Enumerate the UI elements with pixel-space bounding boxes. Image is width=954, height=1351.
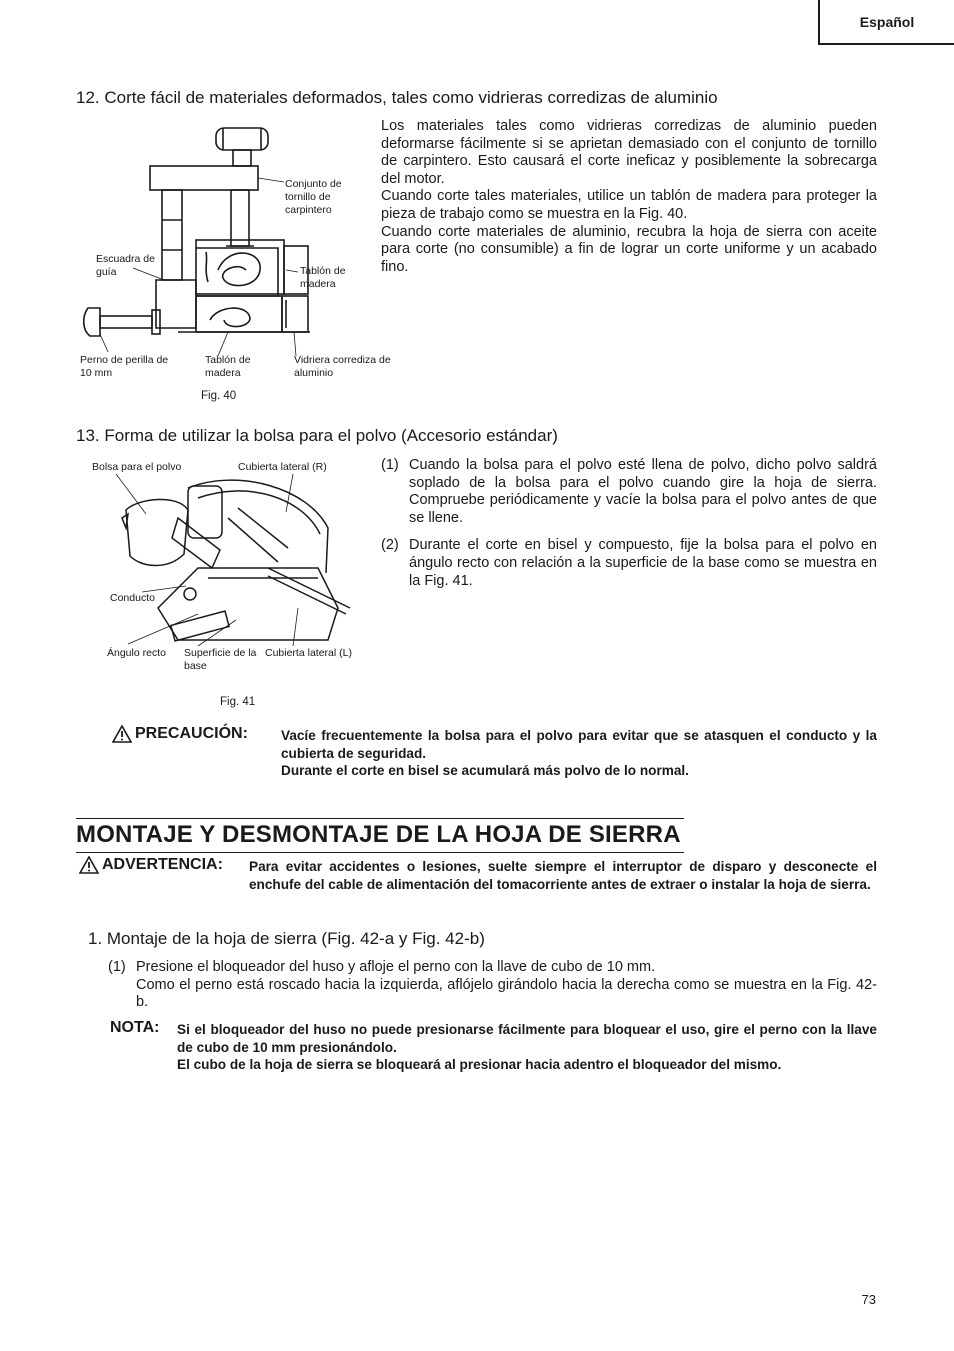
caution-text [281,727,877,780]
caution-line: Durante el corte en bisel se acumulará más polvo de lo normal. [281,763,689,779]
figure-41 [88,458,378,713]
step-text: Presione el bloqueador del huso y afloje el perno con la llave de cubo de 10 mm. [136,959,656,975]
section-title: MONTAJE Y DESMONTAJE DE LA HOJA DE SIERRA [76,818,684,853]
caution-label-wrap [112,725,248,743]
label-guide: Escuadra de guía [96,253,155,278]
list-item [381,537,877,590]
item-number: (2) [381,537,399,554]
step-1-line [108,959,877,977]
item-text: Durante el corte en bisel y compuesto, fije la bolsa para el polvo en ángulo recto con relación a la superficie de la base como se muestra en la Fig. 41. [409,537,877,589]
figure-40-caption: Fig. 40 [201,390,237,402]
caution-line: Vacíe frecuentemente la bolsa para el polvo para evitar que se atasquen el conducto y la cubierta de seguridad. [281,728,877,761]
step-number: (1) [108,959,126,975]
subsection-1-title: 1. Montaje de la hoja de sierra (Fig. 42-a y Fig. 42-b) [88,929,485,948]
page-number: 73 [861,1292,876,1307]
dust-bag-illustration [88,458,378,658]
label-right-angle: Ángulo recto [107,647,166,659]
warning-label-wrap [79,856,223,874]
figure-40 [78,120,391,410]
label-duct: Conducto [110,592,155,604]
label-board-bottom: Tablón de madera [205,354,251,379]
label-board-right: Tablón de madera [300,265,346,290]
list-item [381,457,877,527]
note-line: Si el bloqueador del huso no puede presionarse fácilmente para bloquear el uso, gire el perno con la llave de cubo de 10 mm presionándolo. [177,1022,877,1055]
section-12-title: 12. Corte fácil de materiales deformados, tales como vidrieras corredizas de aluminio [76,88,718,107]
caution-label: PRECAUCIÓN: [135,725,248,742]
label-knob-bolt: Perno de perilla de 10 mm [80,354,169,379]
vise-illustration [78,120,388,370]
note-line: El cubo de la hoja de sierra se bloqueará al presionar hacia adentro el bloqueador del mismo. [177,1057,782,1073]
language-tab [818,0,954,45]
warning-label: ADVERTENCIA: [102,856,223,873]
paragraph: Cuando corte materiales de aluminio, recubra la hoja de sierra con aceite para corte (no consumible) a fin de lograr un corte uniforme y un acabado fino. [381,223,877,275]
note-text [177,1021,877,1074]
label-side-cover-l: Cubierta lateral (L) [265,647,352,659]
label-base-surface: Superficie de la base [184,647,257,672]
paragraph: Cuando corte tales materiales, utilice un tablón de madera para proteger la pieza de trabajo como se muestra en la Fig. 40. [381,188,877,222]
item-text: Cuando la bolsa para el polvo esté llena de polvo, dicho polvo saldrá soplado de la bolsa para el polvo cuando gire la hoja de sierra. Compruebe periódicamente y vacíe la bolsa para el polvo antes de que se llene. [409,457,877,526]
language-label: Español [859,13,915,30]
label-side-cover-r: Cubierta lateral (R) [238,461,327,473]
note-label: NOTA: [110,1019,160,1036]
item-number: (1) [381,457,399,473]
figure-41-caption: Fig. 41 [220,696,256,708]
step-text-continued: Como el perno está roscado hacia la izquierda, aflójelo girándolo hacia la derecha como se muestra en la Fig. 42-b. [136,976,877,1011]
warning-text: Para evitar accidentes o lesiones, suelte siempre el interruptor de disparo y desconecte el enchufe del cable de alimentación del tomacorriente antes de extraer o instalar la hoja de sierra. [249,859,877,892]
section-12-body [381,118,877,276]
step-1 [108,959,877,1012]
paragraph: Los materiales tales como vidrieras corredizas de aluminio pueden deformarse fácilmente si se aprietan demasiado con el conjunto de tornillo de carpintero. Esto causará el corte ineficaz y posiblemente la sobrecarga del motor. [381,118,877,187]
section-13-title: 13. Forma de utilizar la bolsa para el polvo (Accesorio estándar) [76,426,558,445]
warning-triangle-icon [79,856,99,874]
label-dust-bag: Bolsa para el polvo [92,461,182,473]
label-vise: Conjunto de tornillo de carpintero [285,178,342,216]
section-13-list [381,457,877,590]
label-sash: Vidriera corrediza de aluminio [294,354,391,379]
warning-triangle-icon [112,725,132,743]
